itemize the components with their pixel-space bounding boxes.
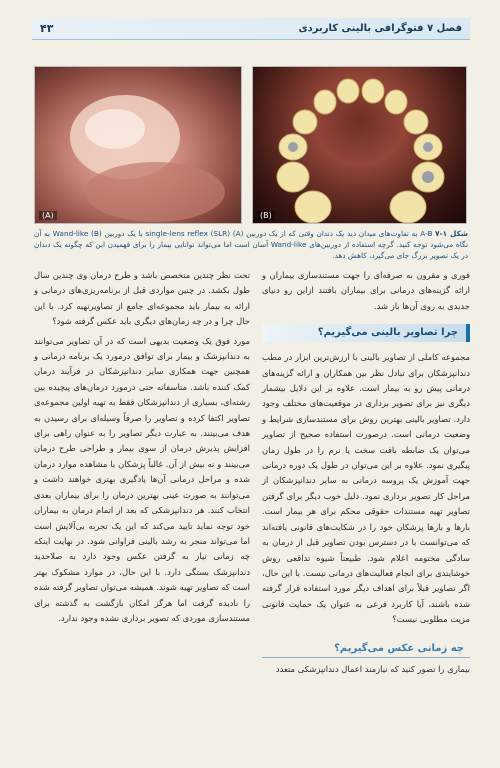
tooth-closeup-illustration <box>35 67 242 224</box>
left-column <box>34 268 250 630</box>
right-column <box>262 268 470 681</box>
intro-paragraph: فوری و مقرون به صرفه‌ای را جهت مستندسازی بیماران و ارائه گزینه‌های درمانی برای بیماران بافتند ازاین رو دنیای جدیدی به روی آن‌ها باز شد. <box>262 270 470 311</box>
page-number: ۴۳ <box>40 22 54 35</box>
page-header <box>32 18 470 40</box>
photo-a-label: (A) <box>39 211 57 220</box>
dental-arch-illustration <box>253 67 467 224</box>
photo-dslr-tooth <box>34 66 242 224</box>
why-photos-paragraph: مجموعه کاملی از تصاویر بالینی با ارزش‌ترین ابزار در مطب دندانپزشکان برای تبادل نظر بین همکاران و ارائه گزینه‌های درمانی پیش رو به بیمار است. علاوه بر این دلایل بیشمار دیگری نیز برای تصویر برداری در موقعیت‌های مختلف وجود دارد. تصاویر بالینی بهترین روش برای مستندسازی شرایط و وضعیت درمانی است. درصورت استفاده صحیح از تصاویر می‌توان یک ضابطه بافت سخت یا نرم را در طول زمان پیگیری نمود. علاوه بر این می‌توان در طول یک دوره درمانی جهت آموزش یک پروسه درمانی به سایر دندانپزشکان از مراحل کار تصویر برداری نمود. دلیل خوب دیگر برای گرفتن تصاویر تهیه مستندات حقوقی محکم برای هر بیمار است. بارها و بارها پزشکان خود را در شکایت‌های قانونی یافته‌اند که می‌توانست با در دسترس بودن تصاویر قبل از درمان به سادگی مختومه اعلام شود. طبیعتاً شیوه تداقعی روش خوشایندی برای انجام فعالیت‌های درمانی نیست. با این حال، اگر تصاویر قبلاً برای اهداف دیگر مورد استفاده قرار گرفته شده باشند، آیا کاربرد فرعی به عنوان یک حمایت قانونی مزیت مطلوبی نیست؟ <box>262 352 470 625</box>
caption-label: شکل ۱-۷ <box>435 229 468 238</box>
heading-when-photos: چه زمانی عکس می‌گیریم؟ <box>262 640 470 658</box>
chapter-title: فصل ۷ فتوگرافی بالینی کاربردی <box>298 23 462 34</box>
left-paragraph-1: تحت نظر چندین متخصص باشد و طرح درمان وی چندین سال طول بکشد. در چنین مواردی قبل از برنامه‌ریزی‌های درمانی و ارائه به بیمار باید مجموعه‌ای جامع از تصاویرتهیه کرد. با این حال چرا و در چه زمان‌های دیگری باید عکس گرفته شود؟ <box>34 270 250 327</box>
photo-wand-arch <box>252 66 467 224</box>
caption-text: A-B به تفاوت‌های میدان دید یک دندان وقتی که از یک دوربین single-lens reflex (SLR) (A) با یک دوربین Wand-like (B) به آن نگاه می‌شود توجه کنید. گرچه استفاده از دوربین‌های Wand-like آسان است اما می‌تواند توانایی بیمار را برای فهمیدن این که چگونه یک دندان در یک تصویر بزرگ جای می‌گیرد، کاهش دهد. <box>34 229 468 260</box>
left-paragraph-2: مورد فوق یک وضعیت بدیهی است که در آن تصاویر می‌توانند به دندانپزشک و بیمار برای توافق درمورد یک برنامه درمانی و همچنین جهت همکاری سایر دندانپزشکان در فرآیند درمان کمک کننده باشد. متاسفانه حتی درمورد درمان‌های پیچیده بین رشته‌ای، بسیاری از دندانپزشکان فقط به تهیه اولین مجموعه‌ی تصاویر اکتفا کرده و تصاویر را صرفاً وسیله‌ای برای رسیدن به هدف می‌بینند. به عبارت دیگر تصاویر را به عنوان راهی برای افزایش پذیرش درمان از سوی بیمار و طراحی طرح درمان می‌بینند و نه بیش از آن. غالباً پزشکان با مشاهده موارد درمان شده و مراحل درمانی آن‌ها یادگیری بهتری خواهند داشت و می‌توانند به صورت عینی بهترین درمان را برای بیماران بعدی انتخاب کنند. هر دندانپزشکی که بعد از اتمام درمان به بیماران خود توجه نماید تایید می‌کند که این یک تجربه بی‌آلایش است اما می‌تواند منجر به رشد بالینی فراوانی شود. در نهایت اینکه چه زمانی نیاز به گرفتن عکس وجود دارد به صلاحدید دندانپزشک بستگی دارد. با این حال، در موارد مشکوک بهتر است که تصاویر تهیه شوند. همیشه می‌توان تصاویر گرفته شده را نادیده گرفت اما هرگز امکان بازگشت به گذشته برای مستندسازی موردی که تصویر برداری نشده وجود ندارد. <box>33 335 250 623</box>
heading-why-photos: چرا تصاویر بالینی می‌گیریم؟ <box>262 324 470 342</box>
figure-caption <box>34 228 468 261</box>
when-photos-paragraph: بیماری را تصور کنید که نیازمند اعمال دندانپزشکی متعدد <box>275 663 470 674</box>
photo-b-label: (B) <box>257 211 275 220</box>
